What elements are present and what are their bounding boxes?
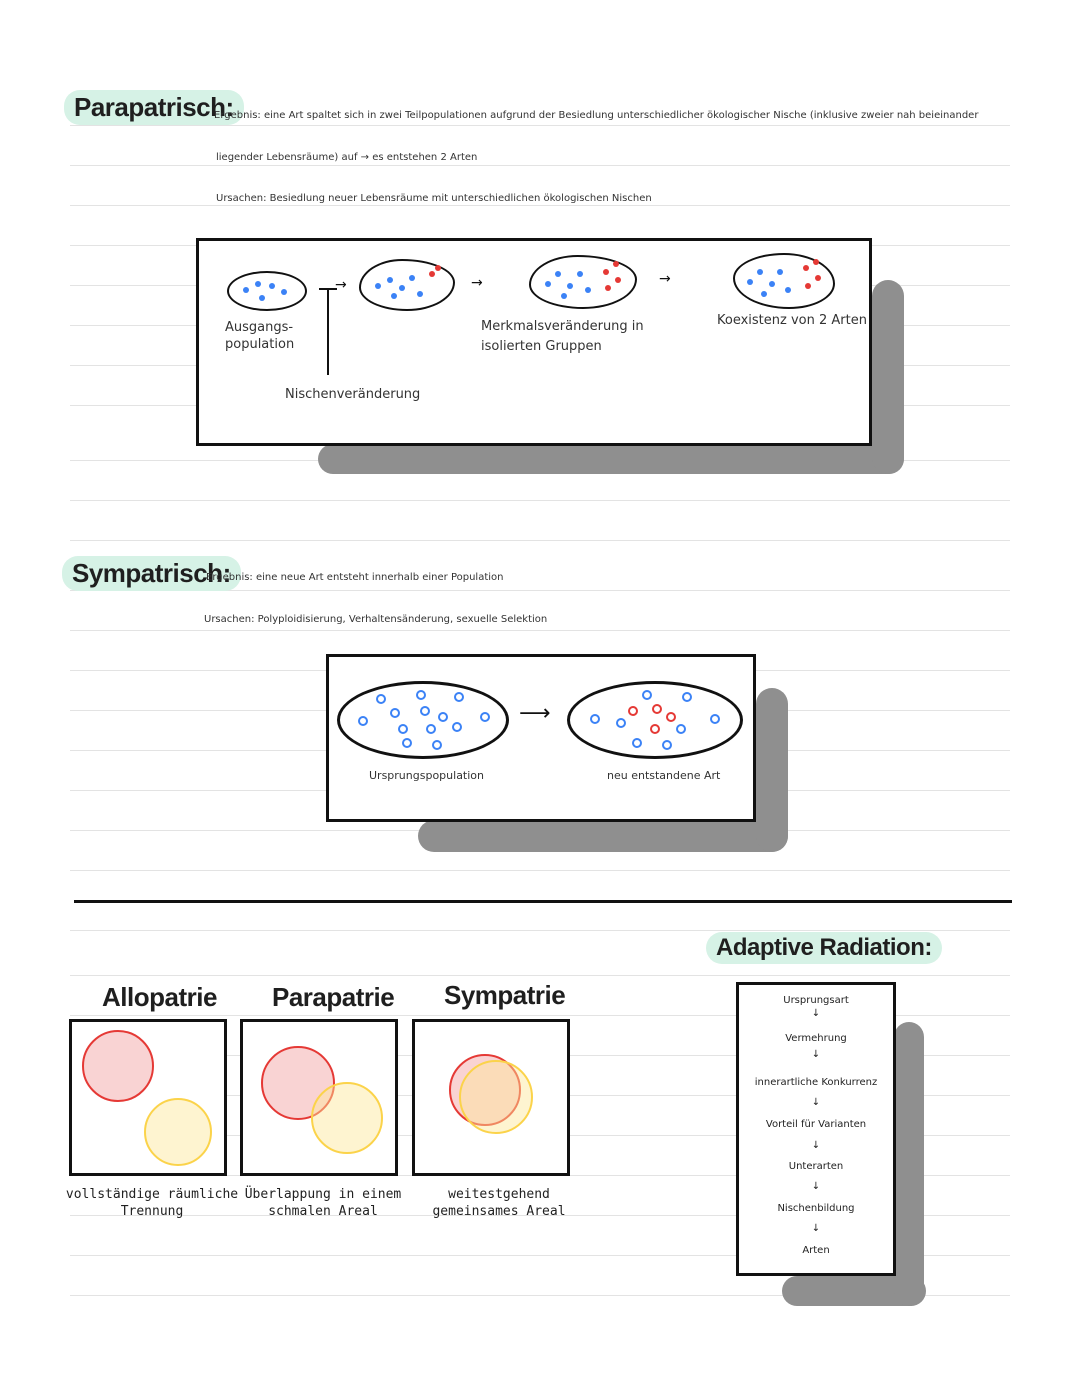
parapatrisch-diagram <box>196 238 872 446</box>
sympatrisch-heading: Sympatrisch: <box>62 556 241 591</box>
sympatrisch-box-shadow-right <box>756 688 788 852</box>
label-ausgangspopulation: Ausgangs- population <box>225 320 295 352</box>
down-arrow-icon: ↓ <box>811 1223 821 1234</box>
section-divider <box>74 900 1012 903</box>
niche-connector <box>327 289 329 375</box>
allopatrie-box <box>69 1019 227 1176</box>
sympatrie-caption-2: gemeinsames Areal <box>432 1204 566 1219</box>
down-arrow-icon: ↓ <box>811 1181 821 1192</box>
step-vorteil-fuer-varianten: Vorteil für Varianten <box>765 1119 867 1130</box>
adaptive-radiation-heading: Adaptive Radiation: <box>706 932 942 964</box>
adaptive-radiation-flow <box>736 982 896 1276</box>
step-nischenbildung: Nischenbildung <box>777 1203 855 1214</box>
new-species-ellipse <box>567 681 743 759</box>
parapatrisch-heading: Parapatrisch: <box>64 90 244 125</box>
parapatrisch-ergebnis-line1: Ergebnis: eine Art spaltet sich in zwei Teilpopulationen aufgrund der Besiedlung unterschiedlicher ökologischer Nische (inklusive zweier nah beieinander <box>214 110 979 121</box>
step-vermehrung: Vermehrung <box>785 1033 847 1044</box>
step-ursprungsart: Ursprungsart <box>783 995 849 1006</box>
source-population-blob <box>227 271 307 311</box>
sympatrisch-box-shadow-bottom <box>418 820 788 852</box>
step-innerartliche-konkurrenz: innerartliche Konkurrenz <box>754 1077 878 1088</box>
population-stage3-blob <box>529 255 637 309</box>
step-unterarten: Unterarten <box>788 1161 844 1172</box>
origin-population-ellipse <box>337 681 509 759</box>
parapatrie-caption-1: Überlappung in einem <box>244 1187 402 1202</box>
radiation-box-shadow-right <box>894 1022 924 1306</box>
arrow-icon: ⟶ <box>519 701 551 726</box>
allopatrie-caption-1: vollständige räumliche <box>65 1187 239 1202</box>
arrow-icon: → <box>659 271 671 287</box>
label-merkmalsveraenderung-1: Merkmalsveränderung in <box>481 319 644 334</box>
allopatrie-title: Allopatrie <box>102 982 217 1012</box>
label-ursprungspopulation: Ursprungspopulation <box>369 769 485 782</box>
arrow-icon: → <box>471 275 483 291</box>
parapatrie-title: Parapatrie <box>272 982 395 1012</box>
sympatrisch-diagram <box>326 654 756 822</box>
down-arrow-icon: ↓ <box>811 1049 821 1060</box>
down-arrow-icon: ↓ <box>811 1008 821 1019</box>
parapatrie-caption <box>238 1186 408 1220</box>
parapatrisch-box-shadow-bottom <box>318 444 904 474</box>
parapatrisch-ergebnis-line2: liegender Lebensräume) auf → es entstehen 2 Arten <box>216 152 478 163</box>
label-nischenveraenderung: Nischenveränderung <box>285 387 421 402</box>
allopatrie-caption <box>62 1186 242 1220</box>
down-arrow-icon: ↓ <box>811 1140 821 1151</box>
allopatrie-caption-2: Trennung <box>120 1204 184 1219</box>
population-stage2-blob <box>359 259 455 311</box>
step-arten: Arten <box>802 1245 830 1256</box>
label-koexistenz: Koexistenz von 2 Arten <box>717 313 867 328</box>
sympatrie-box <box>412 1019 570 1176</box>
label-merkmalsveraenderung-2: isolierten Gruppen <box>481 339 602 354</box>
population-coexistence-blob <box>733 253 835 309</box>
label-neu-entstandene-art: neu entstandene Art <box>607 769 721 782</box>
sympatrie-caption <box>416 1186 582 1220</box>
sympatrie-caption-1: weitestgehend <box>448 1187 550 1202</box>
parapatrie-box <box>240 1019 398 1176</box>
sympatrie-title: Sympatrie <box>444 980 566 1010</box>
parapatrisch-box-shadow-right <box>872 280 904 474</box>
down-arrow-icon: ↓ <box>811 1097 821 1108</box>
sympatrisch-ergebnis: Ergebnis: eine neue Art entsteht innerhalb einer Population <box>206 572 504 583</box>
parapatrisch-ursachen: Ursachen: Besiedlung neuer Lebensräume mit unterschiedlichen ökologischen Nischen <box>216 193 652 204</box>
arrow-icon: → <box>335 277 347 293</box>
sympatrisch-ursachen: Ursachen: Polyploidisierung, Verhaltensänderung, sexuelle Selektion <box>204 614 548 625</box>
parapatrie-caption-2: schmalen Areal <box>268 1204 378 1219</box>
